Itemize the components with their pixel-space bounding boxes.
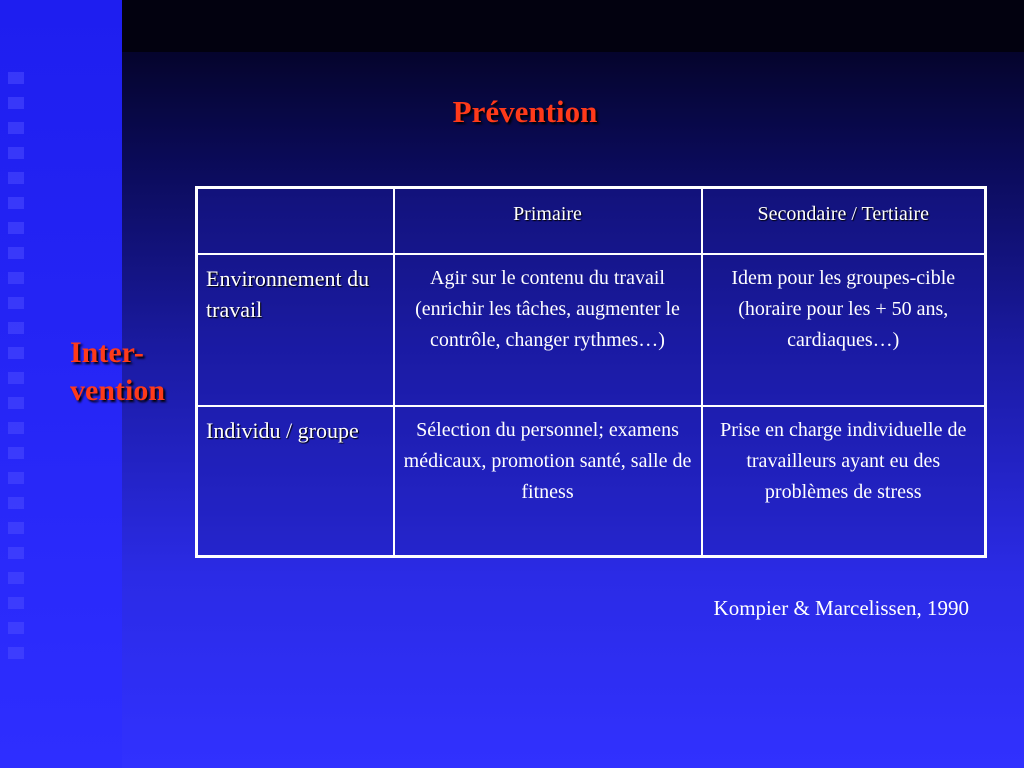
slide-title: Prévention [452, 94, 598, 129]
table-cell: Sélection du personnel; examens médicaux, promotion santé, salle de fitness [394, 406, 702, 557]
top-dark-band [122, 0, 1024, 52]
citation: Kompier & Marcelissen, 1990 [713, 596, 969, 620]
table-cell: Prise en charge individuelle de travailleurs ayant eu des problèmes de stress [702, 406, 986, 557]
header-cell-primaire: Primaire [394, 188, 702, 254]
table-row [197, 254, 986, 406]
header-cell-empty [197, 188, 394, 254]
side-label [70, 334, 165, 410]
row-header-individu: Individu / groupe [197, 406, 394, 557]
table-cell: Idem pour les groupes-cible (horaire pour les + 50 ans, cardiaques…) [702, 254, 986, 406]
header-cell-secondaire-tertiaire: Secondaire / Tertiaire [702, 188, 986, 254]
table-header-row [197, 188, 986, 254]
side-label-line2: vention [70, 374, 166, 407]
row-header-environnement: Environnement du travail [197, 254, 394, 406]
prevention-table [195, 186, 987, 558]
table-row [197, 406, 986, 557]
decorative-squares [8, 72, 28, 672]
table-cell: Agir sur le contenu du travail (enrichir les tâches, augmenter le contrôle, changer rythmes…) [394, 254, 702, 406]
side-label-line1: Inter- [70, 336, 144, 369]
